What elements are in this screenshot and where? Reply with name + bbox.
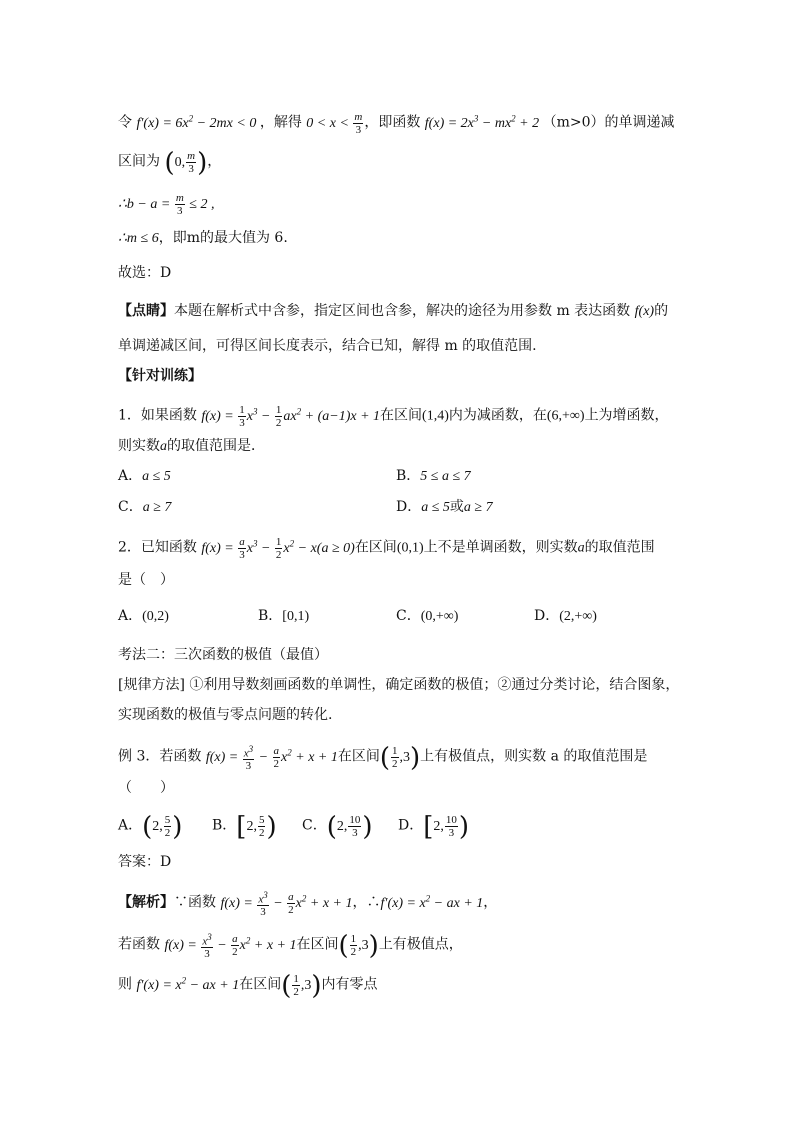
formula: [0,1)	[282, 609, 310, 624]
q2-option-a[interactable]	[118, 606, 169, 627]
text: A．	[118, 608, 143, 624]
formula: (0,1)	[396, 540, 424, 556]
text: 或	[449, 499, 464, 515]
formula: (1,4)	[422, 408, 449, 424]
example-3-line-1	[118, 742, 647, 772]
analysis-line-3	[118, 970, 378, 1001]
formula: f(x) = $\frac{x^3}{3}$ − $\frac{a}{2}$ $x^2 + x + 1$	[220, 889, 353, 919]
formula: $f'(x) = x^2$ − ax + 1	[380, 893, 484, 911]
q1-option-b[interactable]	[396, 466, 471, 487]
formula: f(x) = $\frac{x^3}{3}$ − $\frac{a}{2}$ $x^2 + x + 1$	[205, 743, 338, 773]
text: 上有极值点，	[378, 936, 463, 953]
text: 上有极值点，则实数 a 的取值范围是	[420, 748, 648, 765]
formula: ( $\frac{1}{2}$ ,3)	[281, 970, 322, 1001]
text: 【针对训练】	[118, 368, 202, 384]
formula: $f'(x) = x^2$ − ax + 1	[136, 975, 240, 993]
solution-line-interval	[118, 147, 222, 178]
question-2-line-1	[118, 533, 655, 561]
text: ，	[207, 153, 222, 170]
text: 例 3．若函数	[118, 748, 202, 765]
formula: a	[160, 439, 167, 454]
text: 2．已知函数	[118, 539, 197, 556]
note-heading: 【点睛】	[118, 303, 174, 319]
q1-option-d[interactable]	[396, 497, 493, 518]
text: ，解得	[259, 114, 302, 131]
formula: (0, $\frac{m}{3}$ )	[164, 147, 208, 178]
analysis-line-1	[118, 888, 497, 918]
text: 在区间	[337, 748, 380, 765]
formula: ( $\frac{1}{2}$ ,3)	[379, 742, 421, 773]
e3-option-c[interactable]	[302, 811, 373, 842]
q1-option-a[interactable]	[118, 466, 171, 487]
text: ，即m的最大值为 6.	[158, 230, 288, 246]
formula: a ≥ 7	[463, 500, 493, 515]
text: B．	[212, 817, 237, 834]
q2-option-b[interactable]	[258, 606, 309, 627]
text: 上为增函数，	[584, 407, 669, 424]
formula: ∴b − a = $\frac{m}{3}$ ≤ 2 ,	[118, 192, 215, 217]
text: D．	[534, 608, 560, 624]
formula: (6,+∞)	[546, 408, 585, 424]
q2-option-c[interactable]	[396, 606, 458, 627]
text: A．	[118, 468, 143, 484]
formula: a ≤ 5	[421, 500, 450, 515]
text: 在区间	[296, 936, 339, 953]
text: D．	[396, 499, 422, 515]
formula: f(x) = $\frac{1}{3}$ $x^3$ − $\frac{1}{2}$ $ax^2 + (a-1)x + 1$	[201, 403, 381, 429]
q2-option-d[interactable]	[534, 606, 597, 627]
text: ∵函数	[174, 894, 216, 911]
q1-option-c[interactable]	[118, 497, 171, 518]
section-heading-method-2: 考法二：三次函数的极值（最值）	[118, 647, 328, 663]
solution-line-length	[118, 192, 214, 217]
text: 的取值范围	[584, 539, 655, 556]
text: B．	[396, 468, 421, 484]
section-heading-training	[118, 366, 202, 386]
text: 本题在解析式中含参，指定区间也含参，解决的途径为用参数 m 表达函数	[174, 303, 631, 319]
text: 的	[654, 303, 669, 319]
text: ，即函数	[364, 114, 421, 131]
solution-line-max	[118, 228, 288, 249]
example-3-line-2: （ ）	[118, 780, 174, 796]
text: 则	[118, 976, 132, 993]
formula: ∴m ≤ 6	[118, 231, 159, 246]
text: A．	[118, 817, 143, 834]
text: B．	[258, 608, 283, 624]
text: 在区间	[380, 407, 423, 424]
example-3-answer: 答案：D	[118, 854, 172, 870]
question-2-line-2: 是（ ）	[118, 572, 174, 588]
text: 在区间	[239, 976, 282, 993]
formula: ( $\frac{1}{2}$ ,3)	[338, 930, 379, 961]
rule-line-1: [规律方法] ①利用导数刻画函数的单调性，确定函数的极值；②通过分类讨论，结合图象，	[118, 677, 680, 693]
e3-option-d[interactable]	[398, 811, 470, 842]
text: 上不是单调函数，则实数	[423, 539, 578, 556]
formula: a	[577, 540, 585, 556]
text: 若函数	[118, 936, 160, 953]
formula: (0,2)	[142, 609, 169, 624]
formula: f(x) = $\frac{x^3}{3}$ − $\frac{a}{2}$ $x^2 + x + 1$	[164, 931, 297, 961]
formula: (0,+∞)	[420, 609, 459, 624]
answer-line: 故选：D	[118, 265, 172, 281]
analysis-line-2	[118, 930, 463, 960]
text: 1．如果函数	[118, 407, 197, 424]
text: 令	[118, 114, 132, 131]
text: ，	[483, 894, 498, 911]
text: 在区间	[354, 539, 397, 556]
formula: (2,+∞)	[559, 609, 597, 624]
formula: a ≤ 5	[142, 469, 171, 484]
formula: $f(x) = 2x^3 - mx^2 + 2$	[424, 113, 543, 131]
note-line-2: 单调递减区间，可得区间长度表示，结合已知，解得 m 的取值范围.	[118, 338, 537, 354]
text: C．	[302, 817, 327, 834]
formula: f(x) = $\frac{a}{3}$ $x^3$ − $\frac{1}{2}$ $x^2 - x(a \ge 0)$	[201, 535, 355, 561]
formula: 0 < x < $\frac{m}{3}$	[306, 110, 363, 136]
formula: $f'(x) = 6x^2 - 2mx < 0$	[136, 113, 260, 131]
question-1-line-1	[118, 401, 669, 429]
text: C．	[396, 608, 421, 624]
rule-line-2: 实现函数的极值与零点问题的转化.	[118, 707, 333, 723]
text: 内有零点	[321, 976, 378, 993]
note-line-1	[118, 301, 668, 322]
text: 内为减函数，在	[448, 407, 547, 424]
e3-option-b[interactable]	[212, 811, 277, 842]
text: ，∴	[352, 894, 381, 911]
text: （m>0）的单调递减	[542, 114, 675, 131]
text: D．	[398, 817, 424, 834]
text: 的取值范围是．	[167, 438, 265, 454]
formula: [2, $\frac{10}{3}$ )	[423, 811, 470, 842]
e3-option-a[interactable]	[118, 811, 183, 842]
formula: 5 ≤ a ≤ 7	[420, 469, 471, 484]
formula: f(x)	[634, 304, 655, 319]
text: 则实数	[118, 438, 160, 454]
formula: (2, $\frac{10}{3}$ )	[326, 811, 373, 842]
formula: a ≥ 7	[142, 500, 172, 515]
analysis-heading: 【解析】	[118, 894, 174, 911]
solution-line-derivative	[118, 108, 675, 136]
formula: [2, $\frac{5}{2}$ )	[236, 811, 277, 842]
text: C．	[118, 499, 143, 515]
formula: (2, $\frac{5}{2}$ )	[142, 811, 183, 842]
question-1-line-2	[118, 436, 265, 457]
text: 区间为	[118, 153, 160, 170]
